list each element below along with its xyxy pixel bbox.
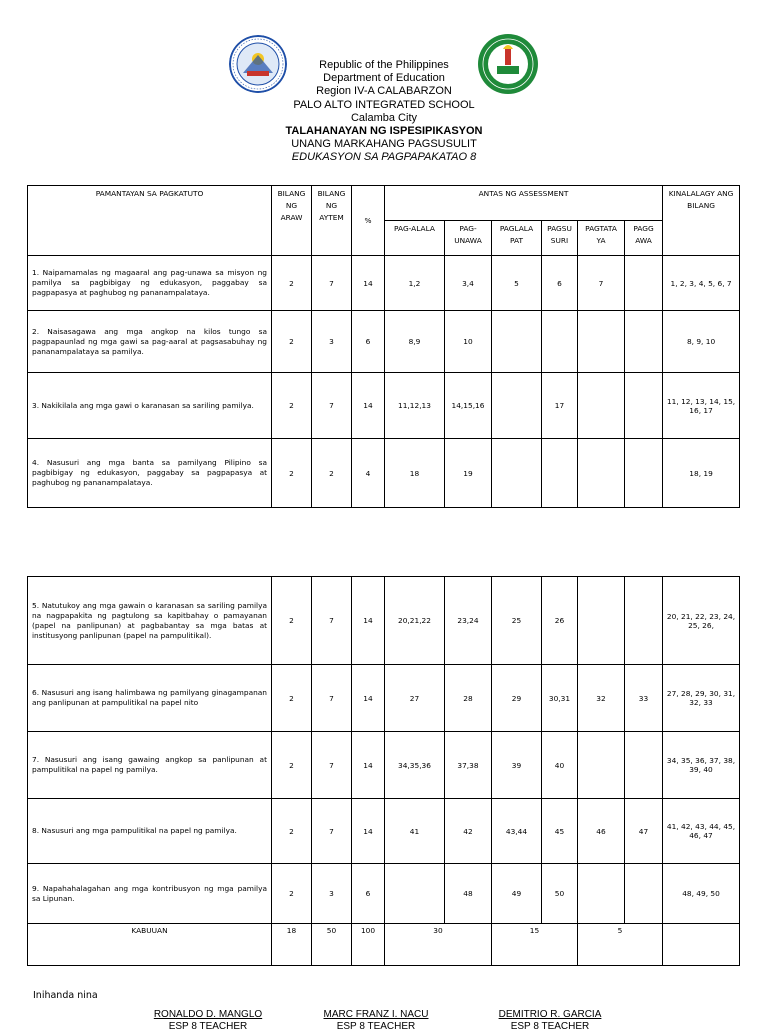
location-cell: 1, 2, 3, 4, 5, 6, 7 [663,256,740,311]
location-cell: 34, 35, 36, 37, 38, 39, 40 [663,732,740,799]
table-row [28,373,740,439]
level-1-cell: 27 [385,665,445,732]
level-4-cell: 30,31 [542,665,578,732]
level-5-cell: 32 [578,665,625,732]
level-5-cell [578,311,625,373]
level-5-cell [578,373,625,439]
percent-cell: 4 [352,439,385,508]
header-antas: ANTAS NG ASSESSMENT [385,186,663,221]
competency-text: 6. Nasusuri ang isang halimbawa ng pamilyang ginagampanan ang panlipunan at pampulitikal na papel nito [28,665,272,732]
level-6-cell [625,732,663,799]
level-2-cell: 10 [445,311,492,373]
table-row [28,732,740,799]
percent-cell: 14 [352,799,385,864]
competency-text: 5. Natutukoy ang mga gawain o karanasan sa sariling pamilya na nagpapakita ng pagtulong sa kapitbahay o pamayanan (papel na panlipunan) at pagbabantay sa mga batas at institusyong panlipunan (papel na pampulitikal). [28,577,272,665]
table-row [28,799,740,864]
level-1-cell: 8,9 [385,311,445,373]
level-5-cell: 7 [578,256,625,311]
level-2-cell: 3,4 [445,256,492,311]
level-5-cell [578,439,625,508]
level-4-cell: 45 [542,799,578,864]
level-4-cell [542,311,578,373]
items-cell: 7 [312,373,352,439]
level-3-cell [492,439,542,508]
percent-cell: 14 [352,665,385,732]
level-6-cell [625,311,663,373]
header-level-2: PAG-UNAWA [445,221,492,256]
percent-cell: 14 [352,577,385,665]
level-3-cell: 5 [492,256,542,311]
level-1-cell: 18 [385,439,445,508]
level-6-cell [625,864,663,924]
header-items: BILANG NG AYTEM [312,186,352,256]
percent-cell: 6 [352,311,385,373]
signatory-name: DEMITRIO R. GARCIA [498,1009,602,1020]
header-line-5: Calamba City [350,111,418,124]
level-1-cell [385,864,445,924]
document-subtitle: UNANG MARKAHANG PAGSUSULIT [291,138,477,151]
level-6-cell: 33 [625,665,663,732]
table-row [28,439,740,508]
items-cell: 3 [312,311,352,373]
percent-cell: 14 [352,732,385,799]
header-level-4: PAGSU SURI [542,221,578,256]
items-cell: 2 [312,439,352,508]
items-cell: 7 [312,799,352,864]
header-competency: PAMANTAYAN SA PAGKATUTO [28,186,272,256]
level-4-cell: 6 [542,256,578,311]
days-cell: 2 [272,864,312,924]
location-cell: 41, 42, 43, 44, 45, 46, 47 [663,799,740,864]
header-level-1: PAG-ALALA [385,221,445,256]
level-1-cell: 1,2 [385,256,445,311]
level-2-cell: 14,15,16 [445,373,492,439]
header-location: KINALALAGY ANG BILANG [663,186,740,256]
signatory-role: ESP 8 TEACHER [510,1021,590,1032]
level-1-cell: 20,21,22 [385,577,445,665]
totals-items: 50 [312,924,352,966]
header-level-3: PAGLALA PAT [492,221,542,256]
days-cell: 2 [272,256,312,311]
level-4-cell: 26 [542,577,578,665]
level-4-cell [542,439,578,508]
items-cell: 7 [312,577,352,665]
items-cell: 7 [312,732,352,799]
level-5-cell [578,732,625,799]
totals-row [28,924,740,966]
level-3-cell [492,311,542,373]
level-1-cell: 34,35,36 [385,732,445,799]
signatory-name: RONALDO D. MANGLO [153,1009,263,1020]
level-5-cell [578,864,625,924]
totals-label: KABUUAN [28,924,272,966]
days-cell: 2 [272,799,312,864]
level-2-cell: 19 [445,439,492,508]
level-2-cell: 23,24 [445,577,492,665]
level-2-cell: 48 [445,864,492,924]
level-3-cell: 25 [492,577,542,665]
level-5-cell [578,577,625,665]
level-2-cell: 37,38 [445,732,492,799]
subject-name: EDUKASYON SA PAGPAPAKATAO 8 [291,151,477,164]
level-3-cell: 39 [492,732,542,799]
location-cell: 48, 49, 50 [663,864,740,924]
signatory-role: ESP 8 TEACHER [336,1021,416,1032]
signatory-name: MARC FRANZ I. NACU [323,1009,429,1020]
level-5-cell: 46 [578,799,625,864]
header-line-2: Department of Education [323,72,445,85]
percent-cell: 14 [352,256,385,311]
table-row [28,256,740,311]
document-header [230,59,538,165]
level-4-cell: 17 [542,373,578,439]
days-cell: 2 [272,577,312,665]
header-level-5: PAGTATA YA [578,221,625,256]
level-1-cell: 11,12,13 [385,373,445,439]
table-row [28,577,740,665]
competency-text: 4. Nasusuri ang mga banta sa pamilyang Pilipino sa pagbibigay ng edukasyon, paggabay sa pagpapasya at paghubog ng pananampalataya. [28,439,272,508]
totals-group-2: 15 [492,924,578,966]
level-3-cell: 29 [492,665,542,732]
location-cell: 18, 19 [663,439,740,508]
level-6-cell [625,577,663,665]
days-cell: 2 [272,732,312,799]
percent-cell: 14 [352,373,385,439]
totals-days: 18 [272,924,312,966]
items-cell: 3 [312,864,352,924]
totals-location [663,924,740,966]
days-cell: 2 [272,665,312,732]
competency-text: 3. Nakikilala ang mga gawi o karanasan sa sariling pamilya. [28,373,272,439]
header-line-3: Region IV-A CALABARZON [316,85,452,98]
location-cell: 20, 21, 22, 23, 24, 25, 26, [663,577,740,665]
competency-text: 1. Naipamamalas ng magaaral ang pag-unawa sa misyon ng pamilya sa pagbibigay ng edukasyon, paggabay sa pagpapasya at paghubog ng pananampalataya. [28,256,272,311]
competency-text: 7. Nasusuri ang isang gawaing angkop sa panlipunan at pampulitikal na papel ng pamilya. [28,732,272,799]
document-title: TALAHANAYAN NG ISPESIPIKASYON [285,125,483,138]
signatory-1 [140,1009,276,1033]
header-line-1: Republic of the Philippines [319,59,449,71]
level-6-cell: 47 [625,799,663,864]
competency-text: 9. Napahahalagahan ang mga kontribusyon ng mga pamilya sa Lipunan. [28,864,272,924]
header-level-6: PAGG AWA [625,221,663,256]
signatory-role: ESP 8 TEACHER [168,1021,248,1032]
competency-text: 8. Nasusuri ang mga pampulitikal na papel ng pamilya. [28,799,272,864]
table-row [28,864,740,924]
table-row [28,665,740,732]
location-cell: 8, 9, 10 [663,311,740,373]
header-line-4: PALO ALTO INTEGRATED SCHOOL [293,98,475,111]
table-row [28,311,740,373]
level-4-cell: 40 [542,732,578,799]
location-cell: 11, 12, 13, 14, 15, 16, 17 [663,373,740,439]
level-4-cell: 50 [542,864,578,924]
specification-table-part-2 [27,576,740,966]
level-2-cell: 42 [445,799,492,864]
signatory-3 [482,1009,618,1033]
items-cell: 7 [312,665,352,732]
level-2-cell: 28 [445,665,492,732]
totals-group-1: 30 [385,924,492,966]
level-3-cell: 49 [492,864,542,924]
days-cell: 2 [272,373,312,439]
days-cell: 2 [272,311,312,373]
items-cell: 7 [312,256,352,311]
level-6-cell [625,439,663,508]
level-6-cell [625,256,663,311]
totals-group-3: 5 [578,924,663,966]
level-3-cell [492,373,542,439]
header-percent: % [352,186,385,256]
header-days: BILANG NG ARAW [272,186,312,256]
prepared-by-label: Inihanda nina [33,990,98,1001]
location-cell: 27, 28, 29, 30, 31, 32, 33 [663,665,740,732]
totals-percent: 100 [352,924,385,966]
percent-cell: 6 [352,864,385,924]
level-1-cell: 41 [385,799,445,864]
days-cell: 2 [272,439,312,508]
level-6-cell [625,373,663,439]
competency-text: 2. Naisasagawa ang mga angkop na kilos tungo sa pagpapaunlad ng mga gawi sa pag-aaral at pagsasabuhay ng pananampalataya sa pamilya. [28,311,272,373]
level-3-cell: 43,44 [492,799,542,864]
signatory-2 [308,1009,444,1033]
specification-table-part-1 [27,185,740,508]
